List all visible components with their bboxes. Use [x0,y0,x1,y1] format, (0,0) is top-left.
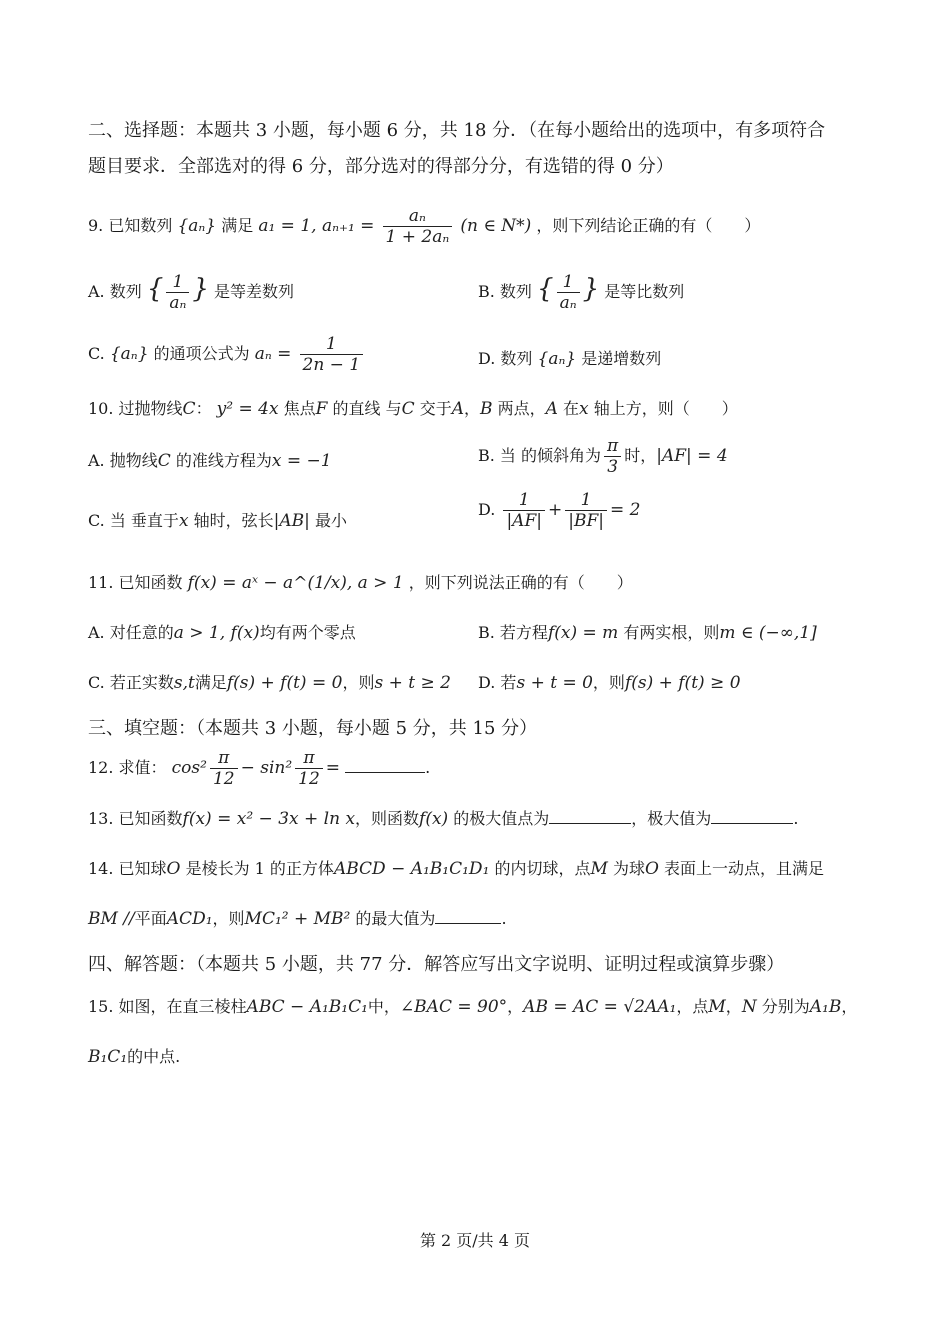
q14-math: BM // [88,909,135,929]
frac-num: 1 [503,490,545,511]
q10-parabola-eq: y² = 4x [216,399,279,419]
question-14-line2 [88,906,507,929]
q9-option-c [88,334,366,375]
q10-option-d-fraction-1 [503,490,545,531]
q9-option-c-label: C. [88,344,105,363]
q15-math: N [741,997,757,1017]
q11-option-c-text: ，则 [342,673,375,692]
section-2-title-line2: 题目要求．全部选对的得 6 分，部分选对的得部分分，有选错的得 0 分） [88,156,674,177]
q11-option-a [88,620,356,643]
frac-num: 1 [300,334,364,355]
q14-answer-blank[interactable] [435,923,501,924]
q11-option-a-text: 均有两个零点 [259,623,356,642]
q15-math: A₁B [809,997,842,1017]
q10-option-c-eq: |AB| [273,511,310,531]
q15-equation: AB = AC = √2AA₁ [523,997,677,1017]
q11-option-b [478,620,817,643]
q11-option-b-text: 有两实根，则 [623,623,720,642]
q11-option-c-eq2: s + t ≥ 2 [374,673,451,693]
q9-condition-domain: (n ∈ N*) [460,216,532,236]
q14-text: 是棱长为 1 的正方体 [180,859,334,878]
q14-math: M [590,859,608,879]
q13-text: 13. 已知函数 [88,809,183,828]
q14-text: 的最大值为 [350,909,436,928]
section-4-title: 四、解答题：（本题共 5 小题，共 77 分．解答应写出文字说明、证明过程或演算步骤） [88,954,785,975]
q10-math: + [547,500,563,520]
q11-text: 11. 已知函数 [88,573,183,592]
frac-den: 12 [212,769,235,789]
q13-max-point-blank[interactable] [549,823,631,824]
q11-option-c-eq: f(s) + f(t) = 0 [226,673,343,693]
q15-text: ，点 [676,997,709,1016]
q11-option-d-eq2: f(s) + f(t) ≥ 0 [624,673,741,693]
q14-cube: ABCD − A₁B₁C₁D₁ [333,859,490,879]
q9-option-b: B. 数列 { $\frac{1}{\text{aₙ}}$ } 是等比数列 [478,272,685,313]
question-14-line1 [88,856,824,879]
q13-text: 的极大值点为 [448,809,550,828]
frac-num: π [295,748,323,769]
q11-option-c-text: 满足 [194,673,227,692]
q10-math: C [182,399,196,419]
q15-text: 分别为 [756,997,810,1016]
q15-text: 中， [367,997,400,1016]
q11-option-b-label: B. 若方程 [478,623,548,642]
q10-math: C [157,451,171,471]
q14-text: ，则 [212,909,245,928]
q12-answer-blank[interactable] [345,772,425,773]
q9-option-d [478,346,661,369]
q9-text: 9. 已知数列 [88,216,173,235]
q10-option-b-fraction [604,436,621,477]
question-12 [88,748,430,789]
q10-text: 两点， [492,399,546,418]
q15-math: B₁C₁ [88,1047,128,1067]
q10-text: 焦点 [283,399,316,418]
q9-fraction [383,206,453,247]
q10-math: F [315,399,328,419]
section-3-title: 三、填空题：（本题共 3 小题，每小题 5 分，共 15 分） [88,718,538,739]
q10-math: B [480,399,493,419]
q9-option-a: A. 数列 { $\frac{1}{\text{aₙ}}$ } 是等差数列 [88,272,295,313]
q11-option-a-label: A. 对任意的 [88,623,174,642]
q15-text: 的中点. [127,1047,181,1066]
q11-text: ，则下列说法正确的有（ ） [408,573,633,592]
q11-option-c [88,670,451,693]
q15-angle: ∠BAC = 90° [399,997,508,1017]
q11-function: f(x) = aˣ − a^(1/x), a > 1 [187,573,404,593]
question-13 [88,806,798,829]
q15-text: ， [507,997,524,1016]
q11-option-d [478,670,741,693]
q10-option-a [88,448,332,471]
q10-math: A [451,399,465,419]
frac-den: aₙ [559,293,577,313]
q9-option-a-fraction [166,272,189,313]
q14-text: 表面上一动点，且满足 [658,859,825,878]
q11-option-b-eq2: m ∈ (−∞,1] [719,623,817,643]
q14-text: 的内切球，点 [489,859,591,878]
q10-math: x [579,399,589,419]
q10-option-d-fraction-2 [565,490,607,531]
q14-text: 为球 [607,859,645,878]
q10-option-c-text: 最小 [314,511,347,530]
q14-text: 14. 已知球 [88,859,167,878]
q11-option-a-eq: a > 1, f(x) [173,623,260,643]
q10-option-b-text: 时， [624,446,657,465]
q12-math: cos² [171,758,207,778]
q15-math: M [708,997,726,1017]
q10-option-c [88,508,347,531]
q14-math: O [645,859,659,879]
q9-option-c-text: 的通项公式为 [153,344,250,363]
q9-option-d-text: 是递增数列 [581,349,662,368]
q9-text: 满足 [221,216,254,235]
q14-expression: MC₁² + MB² [244,909,351,929]
frac-den: aₙ [169,293,187,313]
q10-option-c-label: C. 当 垂直于 [88,511,179,530]
q10-math: x [178,511,189,531]
q9-option-b-fraction [557,272,580,313]
q9-sequence: {aₙ} [177,216,217,236]
question-15-line1 [88,994,857,1017]
q12-math: = [325,758,341,778]
question-11-stem [88,570,633,593]
q10-option-c-text: 轴时，弦长 [193,511,274,530]
q12-text: 12. 求值： [88,758,167,777]
q9-option-a-label: A. 数列 [88,282,142,301]
q9-fraction-num: aₙ [383,206,453,227]
q9-condition: a₁ = 1, aₙ₊₁ = [258,216,375,236]
frac-den: |BF| [568,511,604,531]
q9-fraction-den: 1 + 2aₙ [385,227,450,247]
frac-num: 1 [557,272,580,293]
q10-option-a-eq: x = −1 [271,451,332,471]
q13-text: ，则函数 [355,809,420,828]
q10-text: 10. 过抛物线 [88,399,183,418]
frac-num: π [604,436,621,457]
q9-option-d-seq: {aₙ} [537,349,577,369]
q9-text: ，则下列结论正确的有（ ） [536,216,761,235]
q11-option-d-label: D. 若 [478,673,517,692]
question-15-line2 [88,1044,180,1067]
section-2-title-line1: 二、选择题：本题共 3 小题，每小题 6 分，共 18 分．（在每小题给出的选项中，有多项符合 [88,120,826,141]
q10-option-d-eq: = 2 [609,500,641,520]
frac-num: 1 [166,272,189,293]
q9-option-c-seq: {aₙ} [109,344,149,364]
q11-option-b-eq: f(x) = m [547,623,619,643]
question-9-stem [88,206,760,247]
q12-fraction-2 [295,748,323,789]
q13-text: ，极大值为 [631,809,712,828]
q10-option-d-label: D. [478,500,496,519]
q10-option-a-label: A. 抛物线 [88,451,158,470]
q15-text: ， [725,997,742,1016]
frac-num: π [210,748,238,769]
q9-option-c-eq: aₙ = [254,344,292,364]
q9-option-b-label: B. 数列 [478,282,532,301]
q13-function: f(x) = x² − 3x + ln x [182,809,356,829]
q10-math: C [401,399,415,419]
frac-den: |AF| [506,511,542,531]
q9-option-c-fraction [300,334,364,375]
q10-text: 的直线 与 [327,399,402,418]
frac-den: 3 [607,457,619,477]
page-footer: 第 2 页/共 4 页 [419,1231,531,1250]
q13-math: f(x) [419,809,449,829]
q10-option-d [478,490,640,531]
frac-den: 2n − 1 [302,355,361,375]
q9-option-b-text: 是等比数列 [604,282,685,301]
q10-option-b-eq: |AF| = 4 [656,446,728,466]
q15-text: 15. 如图，在直三棱柱 [88,997,247,1016]
q10-text: 在 [557,399,580,418]
question-10-stem [88,396,738,419]
q12-text: . [425,758,431,777]
q9-option-a-text: 是等差数列 [214,282,295,301]
frac-num: 1 [565,490,607,511]
q10-option-b-label: B. 当 的倾斜角为 [478,446,602,465]
q10-option-b [478,436,728,477]
q11-option-c-vars: s,t [173,673,195,693]
q9-option-d-label: D. 数列 [478,349,533,368]
q10-option-a-text: 的准线方程为 [175,451,272,470]
q10-text: ： [195,399,212,418]
q13-text: . [793,809,799,828]
q10-text: 交于 [414,399,452,418]
q14-plane: ACD₁ [166,909,213,929]
q11-option-d-text: ，则 [592,673,625,692]
q10-text: ， [464,399,481,418]
q15-prism: ABC − A₁B₁C₁ [246,997,368,1017]
q14-text: 平面 [134,909,167,928]
frac-den: 12 [298,769,320,789]
q12-fraction-1 [210,748,238,789]
q11-option-d-eq: s + t = 0 [516,673,593,693]
q12-math: − sin² [240,758,293,778]
q14-math: O [166,859,181,879]
q13-max-value-blank[interactable] [711,823,793,824]
q15-text: ， [841,997,858,1016]
q10-text: 轴上方，则（ ） [588,399,738,418]
q14-text: . [501,909,507,928]
q11-option-c-label: C. 若正实数 [88,673,174,692]
q10-math: A [545,399,558,419]
